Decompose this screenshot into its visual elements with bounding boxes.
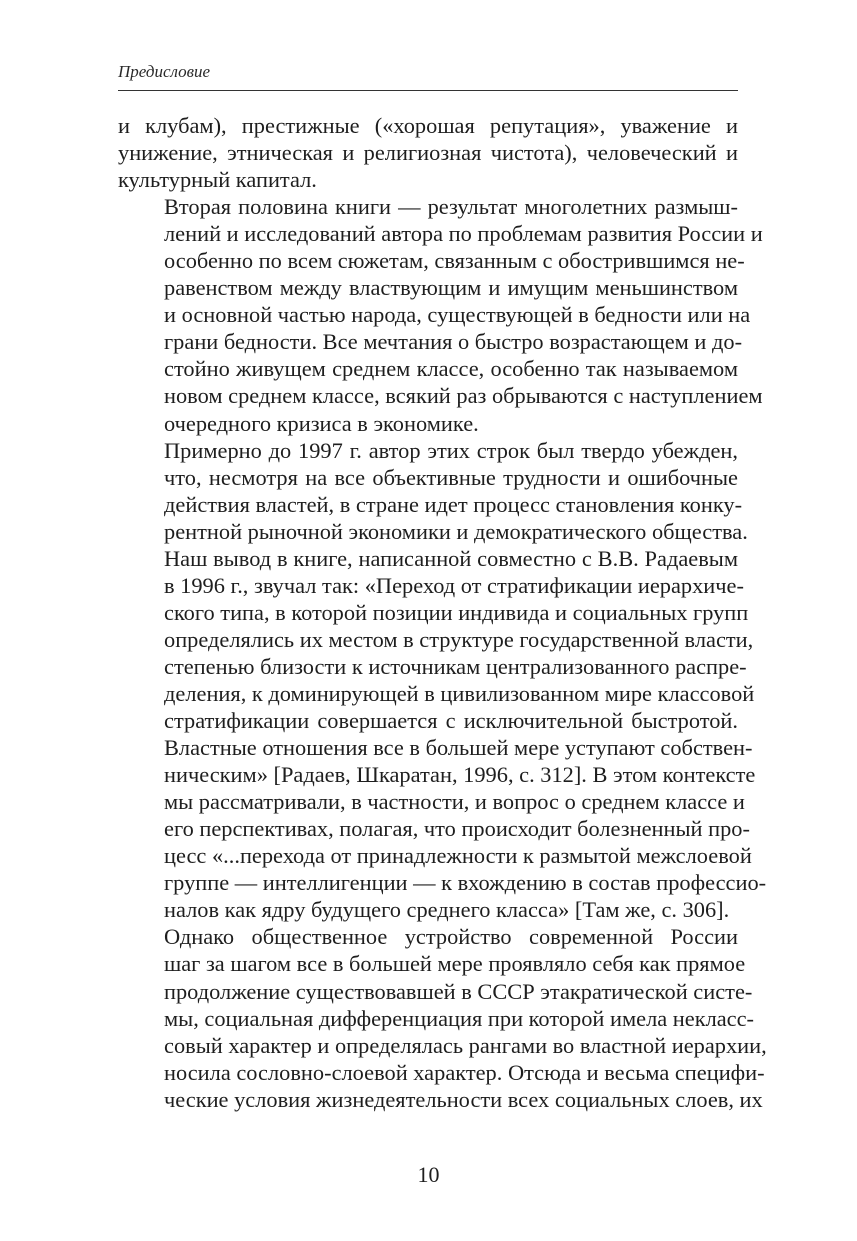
- text-line: очередного кризиса в экономике.: [164, 410, 479, 436]
- text-line: новом среднем классе, всякий раз обрываются с наступлением: [164, 383, 763, 409]
- text-line: его перспективах, полагая, что происходит болезненный про-: [164, 816, 750, 842]
- paragraph-3: [118, 437, 767, 924]
- body-text: [118, 112, 767, 1113]
- text-line: Наш вывод в книге, написанной совместно с В.В. Радаевым: [164, 545, 738, 571]
- paragraph-1: [118, 112, 738, 193]
- text-line: что, несмотря на все объективные трудности и ошибочные: [164, 464, 738, 490]
- text-line: совый характер и определялась рангами во властной иерархии,: [164, 1032, 767, 1058]
- text-line: грани бедности. Все мечтания о быстро возрастающем и до-: [164, 329, 743, 355]
- text-line: стойно живущем среднем классе, особенно так называемом: [164, 356, 738, 382]
- text-line: мы, социальная дифференциация при которой имела некласс-: [164, 1005, 755, 1031]
- text-line: стратификации совершается с исключительной быстротой.: [164, 708, 738, 734]
- text-line: цесс «...перехода от принадлежности к размытой межслоевой: [164, 843, 752, 869]
- paragraph-4: [118, 923, 767, 1112]
- text-line: деления, к доминирующей в цивилизованном мире классовой: [164, 680, 755, 706]
- text-line: шаг за шагом все в большей мере проявляло себя как прямое: [164, 951, 746, 977]
- text-line: группе — интеллигенции — к вхождению в состав профессио-: [164, 870, 767, 896]
- text-line: лений и исследований автора по проблемам развития России и: [164, 221, 763, 247]
- text-line: культурный капитал.: [118, 167, 317, 193]
- text-line: равенством между властвующим и имущим меньшинством: [164, 275, 738, 301]
- text-line: особенно по всем сюжетам, связанным с обострившимся не-: [164, 248, 745, 274]
- header-rule: [118, 90, 738, 91]
- text-line: мы рассматривали, в частности, и вопрос о среднем классе и: [164, 789, 745, 815]
- text-line: и основной частью народа, существующей в бедности или на: [164, 302, 751, 328]
- text-line: Однако общественное устройство современной России: [164, 924, 738, 950]
- text-line: ническим» [Радаев, Шкаратан, 1996, с. 312]. В этом контексте: [164, 762, 756, 788]
- text-line: унижение, этническая и религиозная чистота), человеческий и: [118, 140, 738, 166]
- text-line: продолжение существовавшей в СССР этакратической систе-: [164, 978, 753, 1004]
- running-header: Предисловие: [118, 62, 211, 81]
- paragraph-2: [118, 193, 763, 436]
- text-line: в 1996 г., звучал так: «Переход от стратификации иерархиче-: [164, 572, 744, 598]
- page-number: 10: [417, 1162, 440, 1187]
- text-line: Властные отношения все в большей мере уступают собствен-: [164, 735, 753, 761]
- text-line: определялись их местом в структуре государственной власти,: [164, 626, 754, 652]
- text-line: ческие условия жизнедеятельности всех социальных слоев, их: [164, 1086, 763, 1112]
- text-line: носила сословно-слоевой характер. Отсюда и весьма специфи-: [164, 1059, 765, 1085]
- text-line: степенью близости к источникам централизованного распре-: [164, 653, 747, 679]
- text-line: налов как ядру будущего среднего класса» [Там же, с. 306].: [164, 897, 730, 923]
- text-line: Вторая половина книги — результат многолетних размыш-: [164, 194, 738, 220]
- text-line: ского типа, в которой позиции индивида и социальных групп: [164, 599, 749, 625]
- text-line: действия властей, в стране идет процесс становления конку-: [164, 491, 743, 517]
- text-line: рентной рыночной экономики и демократического общества.: [164, 518, 748, 544]
- text-line: и клубам), престижные («хорошая репутация», уважение и: [118, 113, 738, 138]
- text-line: Примерно до 1997 г. автор этих строк был твердо убежден,: [164, 437, 738, 463]
